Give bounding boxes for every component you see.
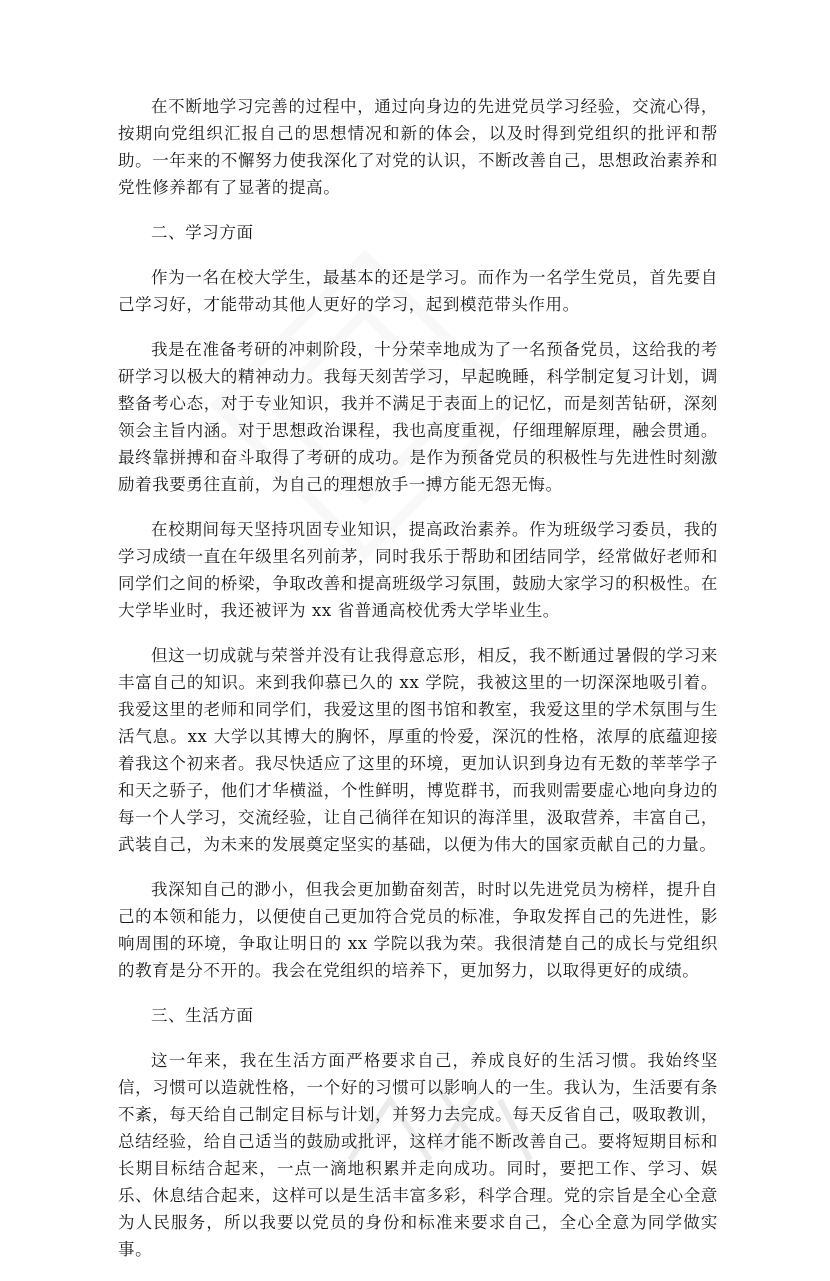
watermark-stamp-icon: [330, 1060, 550, 1170]
paragraph-1: 在不断地学习完善的过程中，通过向身边的先进党员学习经验，交流心得，按期向党组织汇报自己的思想情况和新的体会，以及时得到党组织的批评和帮助。一年来的不懈努力使我深化了对党的认识，不断改善自己，思想政治素养和党性修养都有了显著的提高。: [118, 97, 718, 197]
paragraph-4: 在校期间每天坚持巩固专业知识，提高政治素养。作为班级学习委员，我的学习成绩一直在年级里名列前茅，同时我乐于帮助和团结同学，经常做好老师和同学们之间的桥梁，争取改善和提高班级学习氛围，鼓励大家学习的积极性。在大学毕业时，我还被评为 xx 省普通高校优秀大学毕业生。: [118, 520, 718, 620]
section-heading-study: 二、学习方面: [151, 223, 254, 242]
paragraph-3: 我是在准备考研的冲刺阶段，十分荣幸地成为了一名预备党员，这给我的考研学习以极大的精神动力。我每天刻苦学习，早起晚睡，科学制定复习计划，调整备考心态，对于专业知识，我并不满足于表面上的记忆，而是刻苦钻研，深刻领会主旨内涵。对于思想政治课程，我也高度重视，仔细理解原理，融会贯通。最终靠拼搏和奋斗取得了考研的成功。是作为预备党员的积极性与先进性时刻激励着我要勇往直前，为自己的理想放手一搏方能无怨无悔。: [118, 340, 718, 494]
paragraph-6: 我深知自己的渺小，但我会更加勤奋刻苦，时时以先进党员为榜样，提升自己的本领和能力，以便使自己更加符合党员的标准，争取发挥自己的先进性，影响周围的环境，争取让明日的 xx 学院以我为荣。我很清楚自己的成长与党组织的教育是分不开的。我会在党组织的培养下，更加努力，以取得更好的成绩。: [118, 880, 718, 980]
paragraph-5: 但这一切成就与荣誉并没有让我得意忘形，相反，我不断通过暑假的学习来丰富自己的知识。来到我仰慕已久的 xx 学院，我被这里的一切深深地吸引着。我爱这里的老师和同学们，我爱这里的图书馆和教室，我爱这里的学术氛围与生活气息。xx 大学以其博大的胸怀，厚重的怜爱，深沉的性格，浓厚的底蕴迎接着我这个初来者。我尽快适应了这里的环境，更加认识到身边有无数的莘莘学子和天之骄子，他们才华横溢，个性鲜明，博览群书，而我则需要虚心地向身边的每一个人学习，交流经验，让自己徜徉在知识的海洋里，汲取营养，丰富自己，武装自己，为未来的发展奠定坚实的基础，以便为伟大的国家贡献自己的力量。: [118, 646, 718, 854]
paragraph-7: 这一年来，我在生活方面严格要求自己，养成良好的生活习惯。我始终坚信，习惯可以造就性格，一个好的习惯可以影响人的一生。我认为，生活要有条不紊，每天给自己制定目标与计划，并努力去完成。每天反省自己，吸取教训，总结经验，给自己适当的鼓励或批评，这样才能不断改善自己。要将短期目标和长期目标结合起来，一点一滴地积累并走向成功。同时，要把工作、学习、娱乐、休息结合起来，这样可以是生活丰富多彩，科学合理。党的宗旨是全心全意为人民服务，所以我要以党员的身份和标准来要求自己，全心全意为同学做实事。: [118, 1051, 718, 1259]
section-heading-life: 三、生活方面: [151, 1006, 254, 1025]
paragraph-2: 作为一名在校大学生，最基本的还是学习。而作为一名学生党员，首先要自己学习好，才能带动其他人更好的学习，起到模范带头作用。: [118, 268, 718, 314]
